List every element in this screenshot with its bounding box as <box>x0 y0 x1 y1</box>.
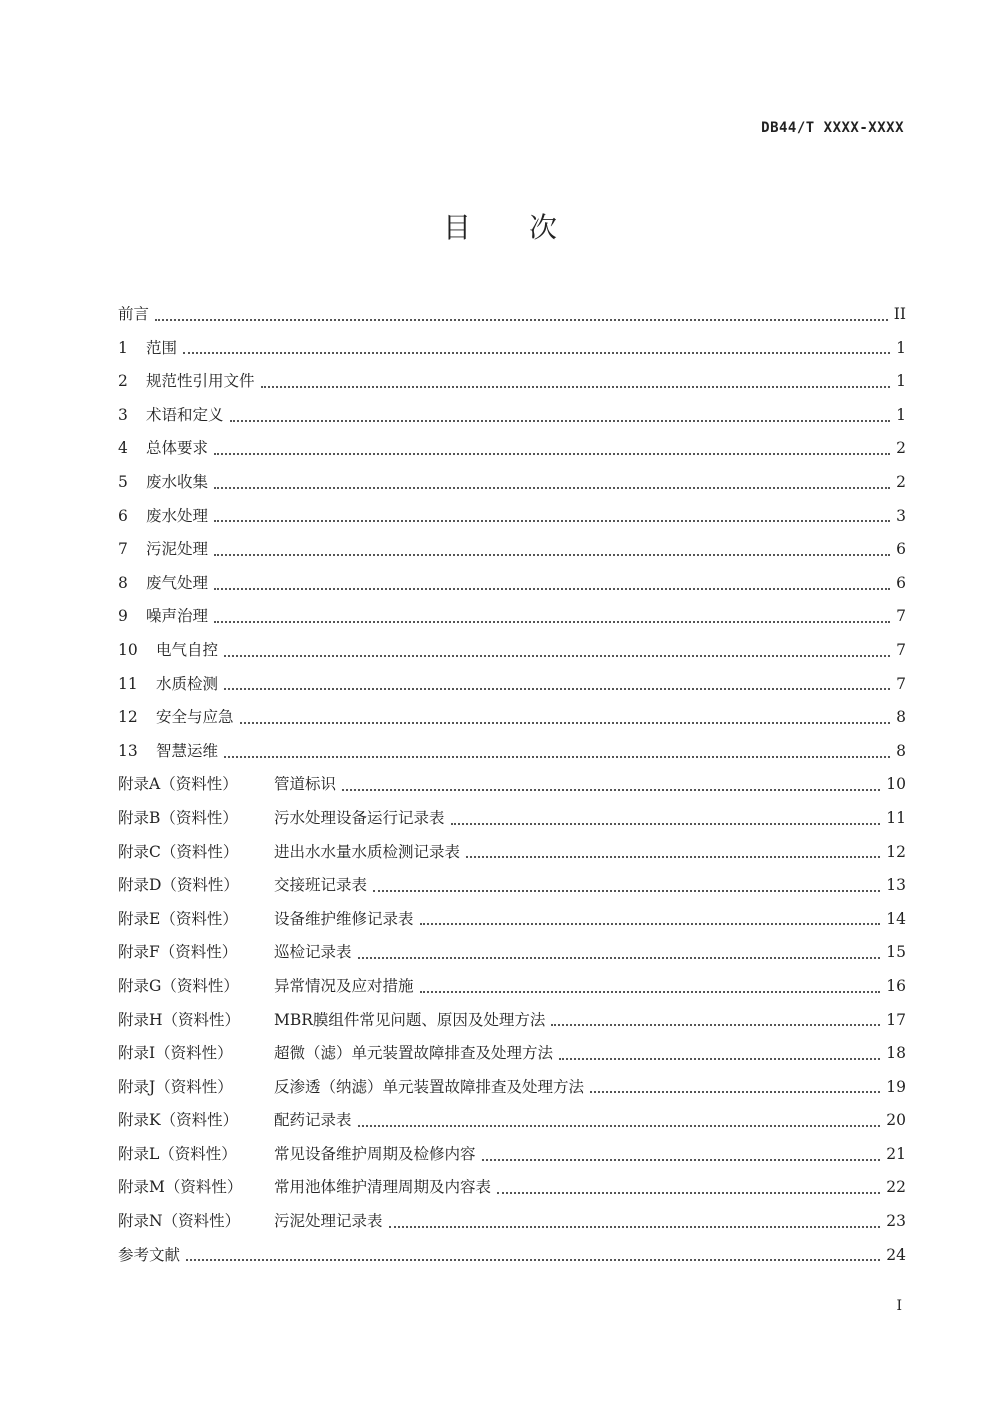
toc-entry-number: 13 <box>118 741 138 760</box>
toc-dot-leader <box>230 420 890 422</box>
toc-entry-number: 附录I（资料性） <box>118 1044 233 1063</box>
toc-entry-label: 常见设备维护周期及检修内容 <box>274 1144 476 1163</box>
toc-entry[interactable] <box>118 1037 906 1071</box>
toc-entry[interactable] <box>118 768 906 802</box>
toc-entry-number: 附录A（资料性） <box>118 775 238 794</box>
toc-dot-leader <box>214 621 890 623</box>
toc-entry-page: 10 <box>886 775 906 794</box>
toc-entry-label: 规范性引用文件 <box>146 372 255 391</box>
toc-entry[interactable] <box>118 466 906 500</box>
toc-entry-number: 附录L（资料性） <box>118 1144 237 1163</box>
toc-dot-leader <box>214 453 890 455</box>
toc-dot-leader <box>224 756 890 758</box>
toc-entry-number: 9 <box>118 607 128 626</box>
toc-entry-label: 交接班记录表 <box>274 876 368 895</box>
toc-entry-number: 附录M（资料性） <box>118 1178 243 1197</box>
toc-entry-label: 电气自控 <box>156 640 219 659</box>
toc-entry-page: 3 <box>896 506 906 525</box>
toc-entry-label: 巡检记录表 <box>274 943 352 962</box>
toc-entry-page: II <box>893 305 906 324</box>
toc-entry-label: 安全与应急 <box>156 708 234 727</box>
toc-entry-number: 1 <box>118 338 128 357</box>
toc-entry-page: 7 <box>896 607 906 626</box>
toc-dot-leader <box>559 1058 880 1060</box>
toc-entry-page: 13 <box>886 876 906 895</box>
toc-dot-leader <box>497 1192 880 1194</box>
toc-entry[interactable] <box>118 1239 906 1273</box>
toc-entry[interactable] <box>118 936 906 970</box>
toc-entry-label: 参考文献 <box>118 1245 181 1264</box>
toc-entry-page: 17 <box>886 1010 906 1029</box>
toc-entry-label: 常用池体维护清理周期及内容表 <box>274 1178 492 1197</box>
toc-dot-leader <box>214 520 890 522</box>
toc-entry-page: 7 <box>896 640 906 659</box>
toc-entry[interactable] <box>118 1071 906 1105</box>
toc-entry-number: 附录C（资料性） <box>118 842 239 861</box>
toc-entry[interactable] <box>118 701 906 735</box>
toc-dot-leader <box>420 923 881 925</box>
toc-entry[interactable] <box>118 836 906 870</box>
toc-entry-page: 16 <box>886 976 906 995</box>
toc-entry-page: 18 <box>886 1044 906 1063</box>
toc-dot-leader <box>482 1159 881 1161</box>
toc-entry-label: 智慧运维 <box>156 741 219 760</box>
toc-dot-leader <box>214 554 890 556</box>
toc-entry-number: 附录B（资料性） <box>118 808 238 827</box>
toc-entry-page: 22 <box>886 1178 906 1197</box>
toc-entry-page: 12 <box>886 842 906 861</box>
toc-entry[interactable] <box>118 600 906 634</box>
toc-entry-number: 8 <box>118 573 128 592</box>
toc-entry-number: 10 <box>118 640 138 659</box>
toc-entry[interactable] <box>118 500 906 534</box>
toc-entry-page: 1 <box>896 372 906 391</box>
toc-entry-page: 15 <box>886 943 906 962</box>
toc-entry[interactable] <box>118 432 906 466</box>
table-of-contents <box>118 298 906 1272</box>
toc-dot-leader <box>551 1024 880 1026</box>
toc-dot-leader <box>466 856 880 858</box>
toc-entry-page: 7 <box>896 674 906 693</box>
toc-entry-number: 7 <box>118 540 128 559</box>
toc-entry-number: 附录G（资料性） <box>118 976 239 995</box>
toc-dot-leader <box>373 890 880 892</box>
toc-entry[interactable] <box>118 869 906 903</box>
toc-entry-number: 附录F（资料性） <box>118 943 238 962</box>
toc-entry-label: 术语和定义 <box>146 405 224 424</box>
page-number: I <box>896 1298 902 1314</box>
toc-entry[interactable] <box>118 668 906 702</box>
toc-entry[interactable] <box>118 735 906 769</box>
toc-entry-number: 3 <box>118 405 128 424</box>
toc-dot-leader <box>240 722 890 724</box>
toc-entry-number: 4 <box>118 439 128 458</box>
toc-entry-label: 水质检测 <box>156 674 219 693</box>
toc-dot-leader <box>261 386 890 388</box>
toc-dot-leader <box>358 957 881 959</box>
toc-entry-page: 1 <box>896 338 906 357</box>
toc-entry-number: 11 <box>118 674 138 693</box>
toc-entry-page: 23 <box>886 1212 906 1231</box>
toc-entry[interactable] <box>118 1003 906 1037</box>
toc-dot-leader <box>451 823 881 825</box>
toc-entry-page: 21 <box>886 1144 906 1163</box>
toc-entry[interactable] <box>118 1104 906 1138</box>
toc-entry-label: 管道标识 <box>274 775 337 794</box>
toc-entry-number: 附录K（资料性） <box>118 1111 239 1130</box>
toc-entry-label: 废水收集 <box>146 473 209 492</box>
toc-entry[interactable] <box>118 970 906 1004</box>
toc-entry[interactable] <box>118 802 906 836</box>
toc-entry[interactable] <box>118 365 906 399</box>
toc-dot-leader <box>358 1125 881 1127</box>
toc-entry-number: 附录E（资料性） <box>118 909 238 928</box>
toc-entry-page: 19 <box>886 1077 906 1096</box>
toc-dot-leader <box>186 1259 880 1261</box>
toc-entry-page: 24 <box>886 1245 906 1264</box>
document-code: DB44/T XXXX-XXXX <box>761 120 904 136</box>
toc-entry-page: 2 <box>896 473 906 492</box>
toc-dot-leader <box>214 487 890 489</box>
toc-entry-label: 废气处理 <box>146 573 209 592</box>
toc-dot-leader <box>183 352 890 354</box>
toc-entry-number: 附录H（资料性） <box>118 1010 241 1029</box>
toc-entry[interactable] <box>118 567 906 601</box>
toc-entry[interactable] <box>118 533 906 567</box>
toc-entry-label: 超微（滤）单元装置故障排查及处理方法 <box>274 1044 554 1063</box>
toc-entry-label: 设备维护维修记录表 <box>274 909 414 928</box>
toc-entry-label: 污泥处理记录表 <box>274 1212 383 1231</box>
toc-entry-number: 附录J（资料性） <box>118 1077 233 1096</box>
toc-entry-label: 进出水水量水质检测记录表 <box>274 842 461 861</box>
toc-entry-number: 附录D（资料性） <box>118 876 239 895</box>
toc-dot-leader <box>214 588 890 590</box>
toc-entry[interactable] <box>118 1138 906 1172</box>
toc-dot-leader <box>389 1226 881 1228</box>
toc-entry-label: 噪声治理 <box>146 607 209 626</box>
toc-entry[interactable] <box>118 1171 906 1205</box>
toc-entry-page: 14 <box>886 909 906 928</box>
toc-entry[interactable] <box>118 298 906 332</box>
toc-dot-leader <box>342 789 880 791</box>
toc-entry-page: 6 <box>896 573 906 592</box>
toc-entry-page: 20 <box>886 1111 906 1130</box>
toc-dot-leader <box>224 688 890 690</box>
toc-entry-page: 8 <box>896 708 906 727</box>
toc-entry-page: 2 <box>896 439 906 458</box>
toc-entry-label: 废水处理 <box>146 506 209 525</box>
toc-entry-page: 1 <box>896 405 906 424</box>
page-title: 目次 <box>442 211 615 244</box>
toc-entry-page: 8 <box>896 741 906 760</box>
toc-entry-page: 6 <box>896 540 906 559</box>
toc-entry-label: 配药记录表 <box>274 1111 352 1130</box>
toc-entry-label: 范围 <box>146 338 178 357</box>
toc-entry-label: 污泥处理 <box>146 540 209 559</box>
toc-entry-label: MBR膜组件常见问题、原因及处理方法 <box>274 1010 546 1029</box>
toc-entry-label: 异常情况及应对措施 <box>274 976 414 995</box>
toc-entry[interactable] <box>118 399 906 433</box>
toc-dot-leader <box>590 1091 880 1093</box>
toc-entry[interactable] <box>118 1205 906 1239</box>
toc-entry[interactable] <box>118 903 906 937</box>
toc-entry-label: 前言 <box>118 305 150 324</box>
toc-entry[interactable] <box>118 332 906 366</box>
toc-entry-label: 污水处理设备运行记录表 <box>274 808 445 827</box>
toc-entry-number: 2 <box>118 372 128 391</box>
toc-dot-leader <box>155 319 888 321</box>
toc-entry-number: 附录N（资料性） <box>118 1212 241 1231</box>
toc-entry-label: 总体要求 <box>146 439 209 458</box>
toc-entry[interactable] <box>118 634 906 668</box>
toc-dot-leader <box>420 991 881 993</box>
toc-entry-page: 11 <box>886 808 906 827</box>
toc-entry-number: 5 <box>118 473 128 492</box>
toc-dot-leader <box>224 655 890 657</box>
toc-entry-number: 6 <box>118 506 128 525</box>
toc-entry-label: 反渗透（纳滤）单元装置故障排查及处理方法 <box>274 1077 585 1096</box>
toc-entry-number: 12 <box>118 708 138 727</box>
